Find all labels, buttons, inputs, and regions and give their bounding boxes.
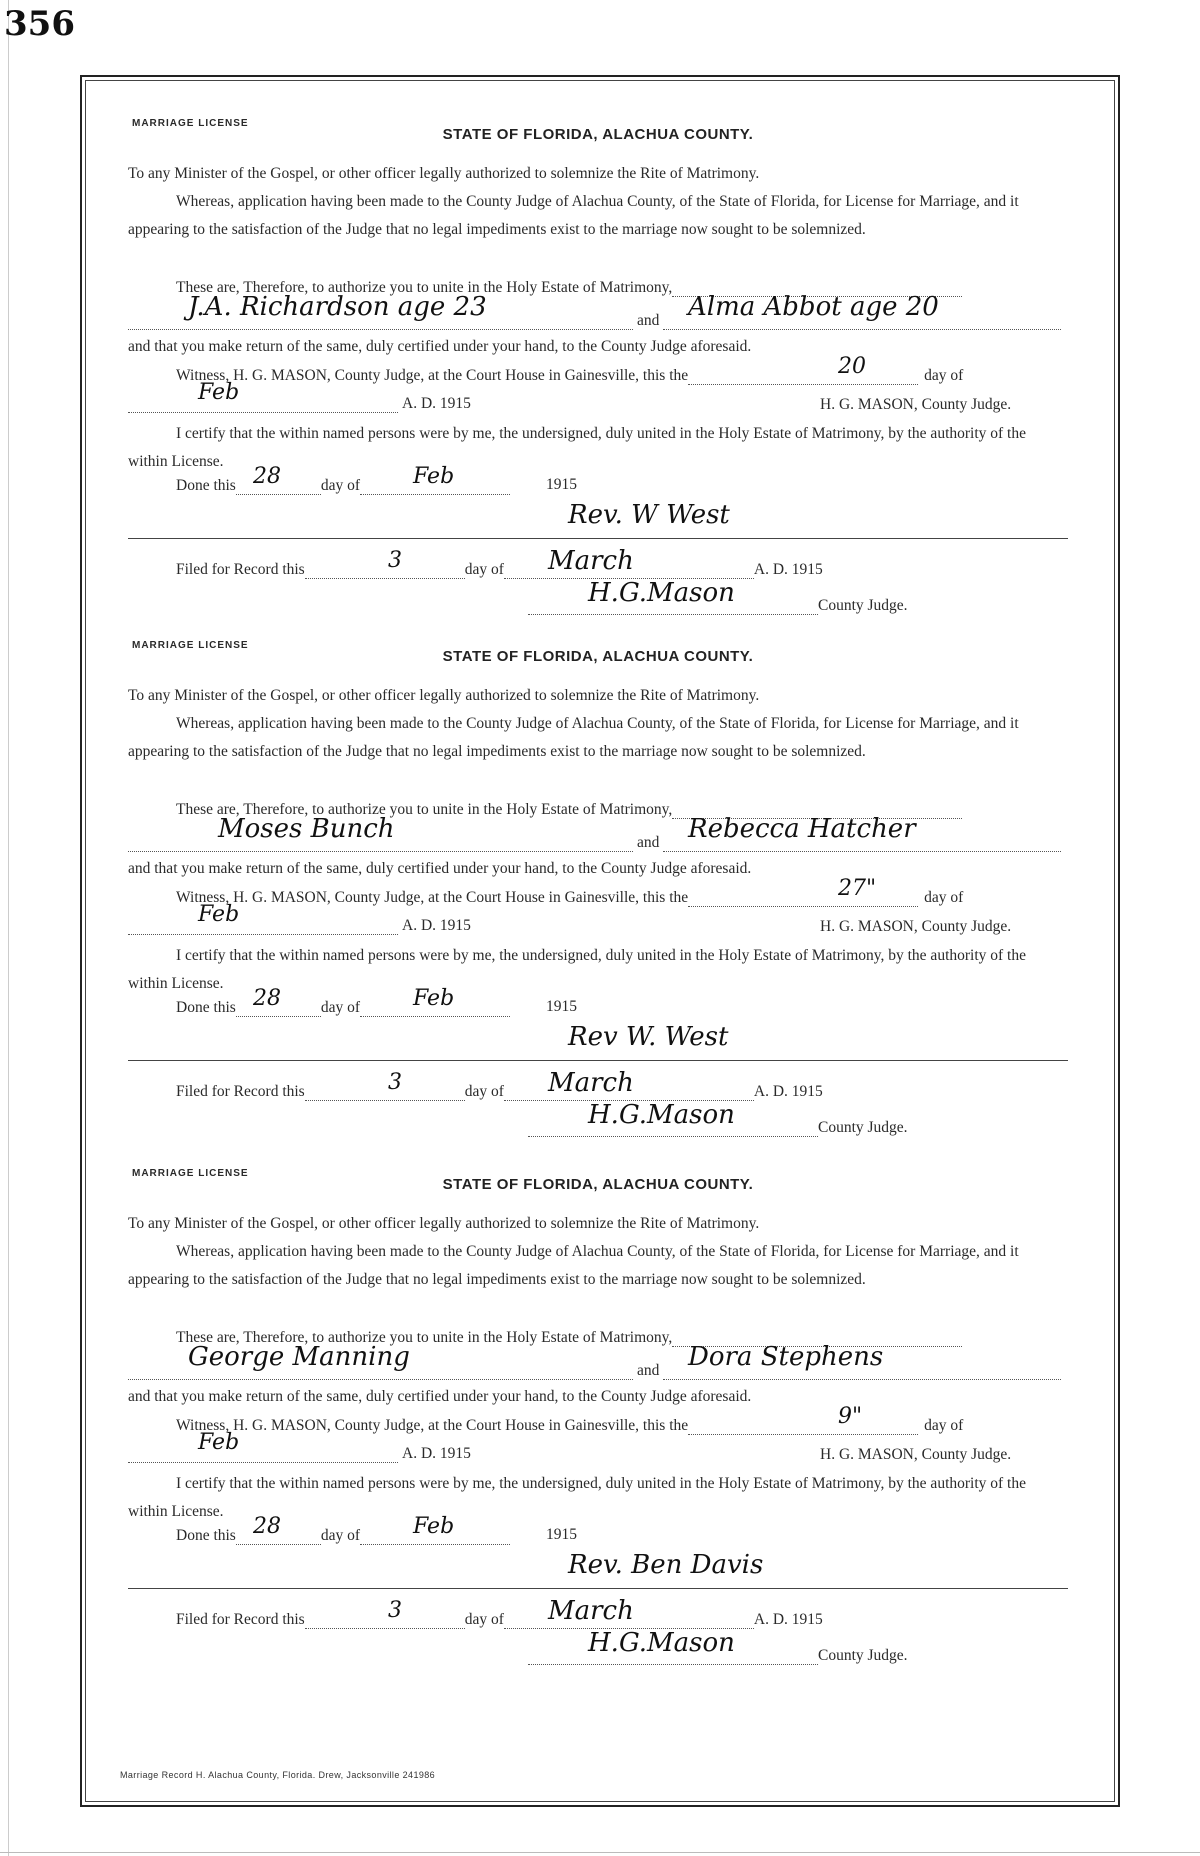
- done-this: Done this: [176, 999, 236, 1016]
- judge-signature: H. G. MASON, County Judge.: [820, 1446, 1012, 1463]
- license-label: MARRIAGE LICENSE: [132, 118, 249, 129]
- return-clause: and that you make return of the same, duly certified under your hand, to the County Judge aforesaid.: [128, 1388, 752, 1405]
- filed-day-of: day of: [464, 561, 504, 578]
- whereas-paragraph: Whereas, application having been made to the County Judge of Alachua County, of the State of Florida, for License for Marriage, and it appearing to the satisfaction of the Judge that no legal impediments exist to the marriage now sought to be solemnized.: [128, 193, 1019, 238]
- groom-name: J.A. Richardson age 23: [188, 292, 487, 322]
- filed-signature: H.G.Mason: [588, 1628, 735, 1658]
- filed-month: March: [548, 546, 634, 576]
- witness-day: 27": [838, 876, 877, 901]
- done-this: Done this: [176, 477, 236, 494]
- section-divider: [128, 1060, 1068, 1061]
- filed-line: [176, 560, 823, 579]
- ad-line: [128, 1444, 471, 1463]
- done-day-of: day of: [320, 999, 361, 1016]
- officiant-signature: Rev W. West: [568, 1022, 729, 1052]
- county-judge: County Judge.: [818, 1647, 908, 1664]
- address-line: To any Minister of the Gospel, or other officer legally authorized to solemnize the Rite of Matrimony.: [128, 687, 760, 704]
- filed-day-of: day of: [464, 1083, 504, 1100]
- marriage-license-1: [128, 118, 1068, 638]
- done-year: 1915: [546, 476, 577, 493]
- page-edge-rule: [8, 0, 9, 1856]
- done-month: Feb: [413, 1514, 455, 1539]
- done-day: 28: [253, 464, 281, 489]
- ad-year: A. D. 1915: [402, 395, 471, 412]
- done-day-of: day of: [320, 1527, 361, 1544]
- witness-text: Witness, H. G. MASON, County Judge, at the Court House in Gainesville, this the: [176, 367, 689, 384]
- these-are-text: These are, Therefore, to authorize you to unite in the Holy Estate of Matrimony,: [176, 279, 673, 296]
- witness-month: Feb: [198, 902, 240, 927]
- filed-month: March: [548, 1596, 634, 1626]
- ad-year: A. D. 1915: [402, 917, 471, 934]
- witness-text: Witness, H. G. MASON, County Judge, at the Court House in Gainesville, this the: [176, 889, 689, 906]
- done-day: 28: [253, 1514, 281, 1539]
- filed-text: Filed for Record this: [176, 1611, 305, 1628]
- these-are-text: These are, Therefore, to authorize you to unite in the Holy Estate of Matrimony,: [176, 1329, 673, 1346]
- witness-month: Feb: [198, 1430, 240, 1455]
- bride-name: Alma Abbot age 20: [688, 292, 939, 322]
- witness-day: 9": [838, 1404, 863, 1429]
- license-label: MARRIAGE LICENSE: [132, 1168, 249, 1179]
- ad-line: [128, 394, 471, 413]
- done-month: Feb: [413, 986, 455, 1011]
- and-word: and: [637, 312, 660, 329]
- done-day: 28: [253, 986, 281, 1011]
- certify-paragraph: I certify that the within named persons were by me, the undersigned, duly united in the Holy Estate of Matrimony, by the authority of the within License.: [128, 947, 1026, 992]
- these-are-text: These are, Therefore, to authorize you to unite in the Holy Estate of Matrimony,: [176, 801, 673, 818]
- groom-name: Moses Bunch: [218, 814, 395, 844]
- done-this: Done this: [176, 1527, 236, 1544]
- filed-text: Filed for Record this: [176, 1083, 305, 1100]
- witness-month: Feb: [198, 380, 240, 405]
- and-word: and: [637, 1362, 660, 1379]
- ad-year: A. D. 1915: [402, 1445, 471, 1462]
- filed-signature: H.G.Mason: [588, 578, 735, 608]
- groom-name: George Manning: [188, 1342, 410, 1372]
- certify-paragraph: I certify that the within named persons were by me, the undersigned, duly united in the Holy Estate of Matrimony, by the authority of the within License.: [128, 425, 1026, 470]
- county-judge: County Judge.: [818, 1119, 908, 1136]
- filed-day: 3: [388, 548, 402, 573]
- whereas-paragraph: Whereas, application having been made to the County Judge of Alachua County, of the State of Florida, for License for Marriage, and it appearing to the satisfaction of the Judge that no legal impediments exist to the marriage now sought to be solemnized.: [128, 715, 1019, 760]
- officiant-signature: Rev. W West: [568, 500, 730, 530]
- ad-line: [128, 916, 471, 935]
- witness-text: Witness, H. G. MASON, County Judge, at the Court House in Gainesville, this the: [176, 1417, 689, 1434]
- county-judge: County Judge.: [818, 597, 908, 614]
- marriage-license-3: [128, 1168, 1068, 1688]
- filed-ad: A. D. 1915: [753, 561, 823, 578]
- address-line: To any Minister of the Gospel, or other officer legally authorized to solemnize the Rite of Matrimony.: [128, 165, 760, 182]
- page-number: 356: [4, 4, 75, 44]
- certify-paragraph: I certify that the within named persons were by me, the undersigned, duly united in the Holy Estate of Matrimony, by the authority of the within License.: [128, 1475, 1026, 1520]
- witness-day: 20: [838, 354, 866, 379]
- filed-ad: A. D. 1915: [753, 1083, 823, 1100]
- section-divider: [128, 538, 1068, 539]
- done-line: [176, 1526, 510, 1545]
- witness-day-of: day of: [924, 889, 964, 906]
- address-line: To any Minister of the Gospel, or other officer legally authorized to solemnize the Rite of Matrimony.: [128, 1215, 760, 1232]
- bride-name: Dora Stephens: [688, 1342, 884, 1372]
- return-clause: and that you make return of the same, duly certified under your hand, to the County Judge aforesaid.: [128, 338, 752, 355]
- license-heading: STATE OF FLORIDA, ALACHUA COUNTY.: [442, 126, 754, 143]
- section-divider: [128, 1588, 1068, 1589]
- return-clause: and that you make return of the same, duly certified under your hand, to the County Judge aforesaid.: [128, 860, 752, 877]
- whereas-paragraph: Whereas, application having been made to the County Judge of Alachua County, of the State of Florida, for License for Marriage, and it appearing to the satisfaction of the Judge that no legal impediments exist to the marriage now sought to be solemnized.: [128, 1243, 1019, 1288]
- filed-text: Filed for Record this: [176, 561, 305, 578]
- witness-day-of: day of: [924, 367, 964, 384]
- filed-month: March: [548, 1068, 634, 1098]
- done-day-of: day of: [320, 477, 361, 494]
- filed-signature: H.G.Mason: [588, 1100, 735, 1130]
- marriage-license-2: [128, 640, 1068, 1160]
- judge-signature: H. G. MASON, County Judge.: [820, 396, 1012, 413]
- filed-day: 3: [388, 1070, 402, 1095]
- filed-line: [176, 1082, 823, 1101]
- and-word: and: [637, 834, 660, 851]
- bride-name: Rebecca Hatcher: [688, 814, 916, 844]
- done-line: [176, 998, 510, 1017]
- witness-day-of: day of: [924, 1417, 964, 1434]
- filed-line: [176, 1610, 823, 1629]
- judge-signature: H. G. MASON, County Judge.: [820, 918, 1012, 935]
- filed-ad: A. D. 1915: [753, 1611, 823, 1628]
- done-year: 1915: [546, 998, 577, 1015]
- page-bottom-rule: [0, 1852, 1200, 1853]
- officiant-signature: Rev. Ben Davis: [568, 1550, 764, 1580]
- done-line: [176, 476, 510, 495]
- license-label: MARRIAGE LICENSE: [132, 640, 249, 651]
- license-heading: STATE OF FLORIDA, ALACHUA COUNTY.: [442, 1176, 754, 1193]
- done-year: 1915: [546, 1526, 577, 1543]
- filed-day: 3: [388, 1598, 402, 1623]
- done-month: Feb: [413, 464, 455, 489]
- printer-imprint: Marriage Record H. Alachua County, Florida. Drew, Jacksonville 241986: [120, 1770, 436, 1780]
- filed-day-of: day of: [464, 1611, 504, 1628]
- license-heading: STATE OF FLORIDA, ALACHUA COUNTY.: [442, 648, 754, 665]
